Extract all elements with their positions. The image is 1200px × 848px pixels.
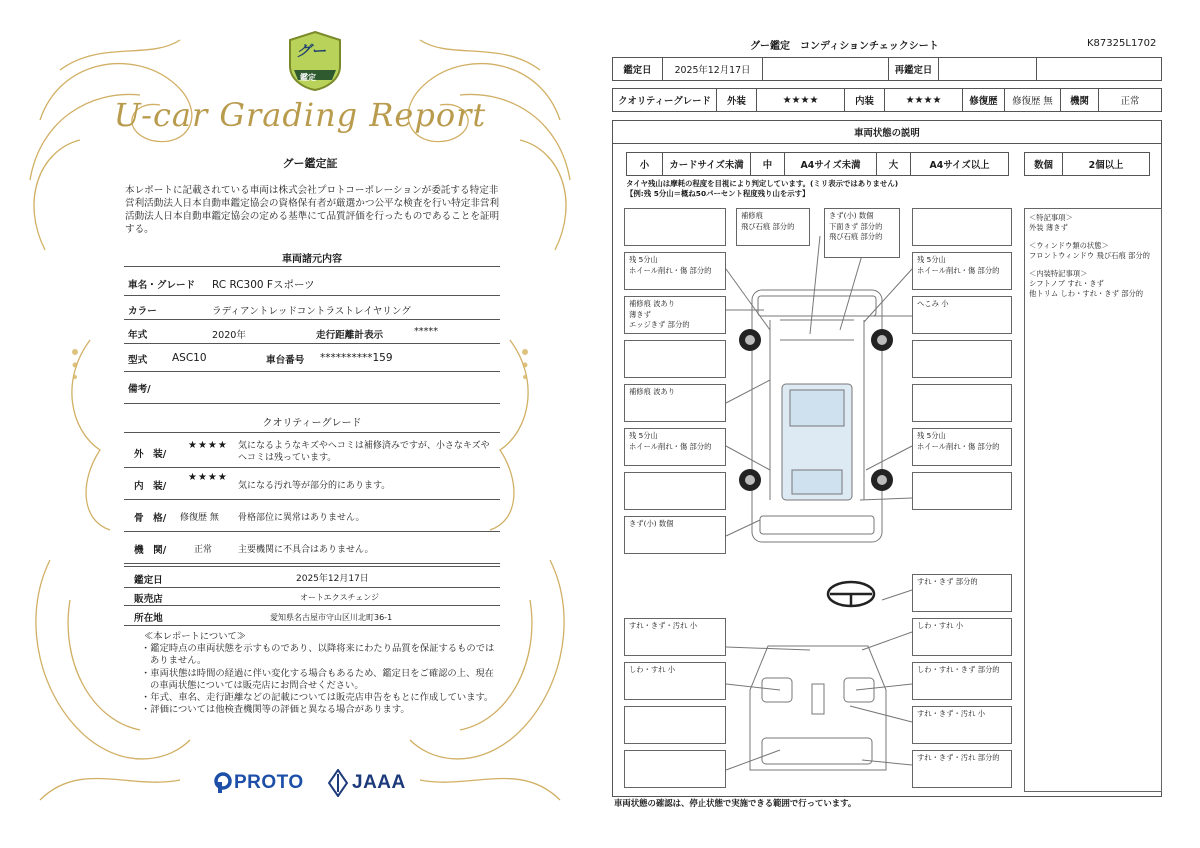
size-large-desc: A4サイズ以上 bbox=[929, 160, 990, 171]
quality-row-exterior: 外 装/ ★★★★ 気になるようなキズやヘコミは補修済みですが、小さなキズやヘコミは残っています。 bbox=[124, 434, 500, 468]
certificate-heading: グー鑑定証 bbox=[282, 157, 338, 170]
condition-check-sheet bbox=[600, 0, 1200, 848]
damage-box-top1: 補修痕 飛び石痕 部分的 bbox=[736, 208, 810, 246]
damage-box-left5: 残 5分山 ホイール削れ・傷 部分的 bbox=[624, 428, 726, 466]
spec-row-year: 年式 2020年 走行距離計表示 ***** bbox=[124, 320, 500, 344]
spec-row-model: 型式 ASC10 車台番号 **********159 bbox=[124, 344, 500, 372]
seal-kantei-text: 鑑定 bbox=[300, 73, 316, 82]
divider bbox=[124, 432, 500, 433]
seal-goo-text: グー bbox=[296, 42, 327, 60]
size-small-desc: カードサイズ未満 bbox=[663, 153, 751, 175]
size-small: 小 bbox=[627, 153, 663, 175]
interior-stars: ★★★★ bbox=[885, 89, 963, 111]
damage-box-empty bbox=[912, 384, 1012, 422]
count-desc: 2個以上 bbox=[1088, 160, 1124, 171]
engine-label: 機関 bbox=[1061, 89, 1099, 111]
size-large: 大 bbox=[877, 153, 911, 175]
proto-logo-icon bbox=[214, 772, 234, 794]
footer-logos bbox=[212, 766, 432, 806]
damage-box-left4: 補修痕 波あり bbox=[624, 384, 726, 422]
spec-row-name: 車名・グレード RC RC300 Fスポーツ bbox=[124, 272, 500, 296]
jaaa-logo-icon bbox=[328, 769, 348, 797]
interior-label: 内装 bbox=[845, 89, 885, 111]
interior-box-r5: すれ・きず・汚れ 部分的 bbox=[912, 750, 1012, 788]
spec-row-remarks: 備考/ bbox=[124, 372, 500, 404]
interior-box-r2: しわ・すれ 小 bbox=[912, 618, 1012, 656]
quality-row-engine: 機 関/ 正常 主要機関に不具合はありません。 bbox=[124, 532, 500, 564]
note-item: ・車両状態は時間の経過に伴い変化する場合もあるため、鑑定日をご確認の上、現在の車両状態については販売店にお問合せください。 bbox=[141, 667, 494, 691]
special-notes: ＜特記事項＞ 外装 薄きず ＜ウィンドウ類の状態＞ フロントウィンドウ 飛び石痕 部分的 ＜内装特記事項＞ シフトノブ すれ・きず 他トリム しわ・すれ・きず 部分的 bbox=[1024, 208, 1162, 792]
damage-box-empty bbox=[912, 340, 1012, 378]
interior-box-r3: しわ・すれ・きず 部分的 bbox=[912, 662, 1012, 700]
damage-box-left1: 残 5分山 ホイール削れ・傷 部分的 bbox=[624, 252, 726, 290]
interior-box-l1: すれ・きず・汚れ 小 bbox=[624, 618, 726, 656]
notes-title: ≪本レポートについて≫ bbox=[144, 631, 247, 642]
spec-row-color: カラー ラディアントレッドコントラストレイヤリング bbox=[124, 296, 500, 320]
damage-box-top2: きず(小) 数個 下面きず 部分的 飛び石痕 部分的 bbox=[824, 208, 900, 258]
footer-note: 車両状態の確認は、停止状態で実施できる範囲で行っています。 bbox=[614, 798, 857, 808]
exterior-label: 外装 bbox=[717, 89, 757, 111]
date-label: 鑑定日 bbox=[613, 58, 663, 80]
damage-box-empty bbox=[912, 472, 1012, 510]
reinspect-label: 再鑑定日 bbox=[889, 58, 939, 80]
damage-box-right5: 残 5分山 ホイール削れ・傷 部分的 bbox=[912, 428, 1012, 466]
damage-box-left7: きず(小) 数個 bbox=[624, 516, 726, 554]
condition-title: 車両状態の説明 bbox=[612, 120, 1162, 144]
sheet-id: K87325L1702 bbox=[1087, 38, 1157, 49]
spec-section-title: 車両諸元内容 bbox=[282, 254, 342, 265]
jaaa-logo-text: JAAA bbox=[352, 772, 406, 793]
engine-value: 正常 bbox=[1120, 96, 1140, 107]
certificate-intro: 本レポートに記載されている車両は株式会社プロトコーポレーションが委託する特定非営利活動法人日本自動車鑑定協会の資格保有者が厳選かつ公平な検査を行い特定非営利活動法人日本自動車鑑定協会の定める基準にて品質評価を行ったものであることを証明する。 bbox=[125, 185, 500, 235]
quality-row-frame: 骨 格/ 修復歴 無 骨格部位に異常はありません。 bbox=[124, 500, 500, 532]
tire-note: タイヤ残山は摩耗の程度を目視により判定しています。(ミリ表示ではありません) 【例:残 5分山＝概ね50パーセント程度残り山を示す】 bbox=[626, 179, 899, 198]
quality-row-interior: 内 装/ ★★★★ 気になる汚れ等が部分的にあります。 bbox=[124, 468, 500, 500]
size-mid-desc: A4サイズ未満 bbox=[785, 153, 877, 175]
damage-box-empty bbox=[624, 208, 726, 246]
damage-box-right2: へこみ 小 bbox=[912, 296, 1012, 334]
exterior-stars: ★★★★ bbox=[757, 89, 845, 111]
note-item: ・鑑定時点の車両状態を示すものであり、以降将来にわたり品質を保証するものではありません。 bbox=[141, 643, 495, 667]
size-mid: 中 bbox=[751, 153, 785, 175]
quality-section-title: クオリティーグレード bbox=[262, 418, 362, 429]
quality-label: クオリティーグレード bbox=[613, 89, 717, 111]
repair-value: 修復歴 無 bbox=[1005, 89, 1061, 111]
report-notes bbox=[140, 631, 500, 716]
row-inspection-date: 鑑定日 2025年12月17日 bbox=[124, 566, 500, 588]
interior-box-empty bbox=[624, 706, 726, 744]
note-item: ・評価については他検査機関等の評価と異なる場合があります。 bbox=[141, 704, 410, 716]
interior-box-r4: すれ・きず・汚れ 小 bbox=[912, 706, 1012, 744]
steering-wheel-icon bbox=[828, 582, 874, 606]
sheet-title: グー鑑定 コンディションチェックシート bbox=[750, 41, 939, 52]
note-item: ・年式、車名、走行距離などの記載については販売店申告をもとに作成しています。 bbox=[141, 692, 494, 704]
damage-box-empty bbox=[624, 340, 726, 378]
repair-label: 修復歴 bbox=[963, 89, 1005, 111]
damage-box-empty bbox=[624, 472, 726, 510]
damage-box-left2: 補修痕 波あり 薄きず エッジきず 部分的 bbox=[624, 296, 726, 334]
row-dealer: 販売店 オートエクスチェンジ bbox=[124, 588, 500, 606]
report-title: U-car Grading Report bbox=[113, 96, 487, 134]
interior-box-r1: すれ・きず 部分的 bbox=[912, 574, 1012, 612]
damage-box-empty bbox=[912, 208, 1012, 246]
proto-logo-text: PROTO bbox=[234, 772, 304, 793]
damage-box-right1: 残 5分山 ホイール削れ・傷 部分的 bbox=[912, 252, 1012, 290]
divider bbox=[124, 266, 500, 267]
interior-box-empty bbox=[624, 750, 726, 788]
interior-box-l2: しわ・すれ 小 bbox=[624, 662, 726, 700]
row-address: 所在地 愛知県名古屋市守山区川北町36-1 bbox=[124, 606, 500, 626]
date-value: 2025年12月17日 bbox=[663, 58, 763, 80]
count-label: 数個 bbox=[1025, 153, 1063, 175]
